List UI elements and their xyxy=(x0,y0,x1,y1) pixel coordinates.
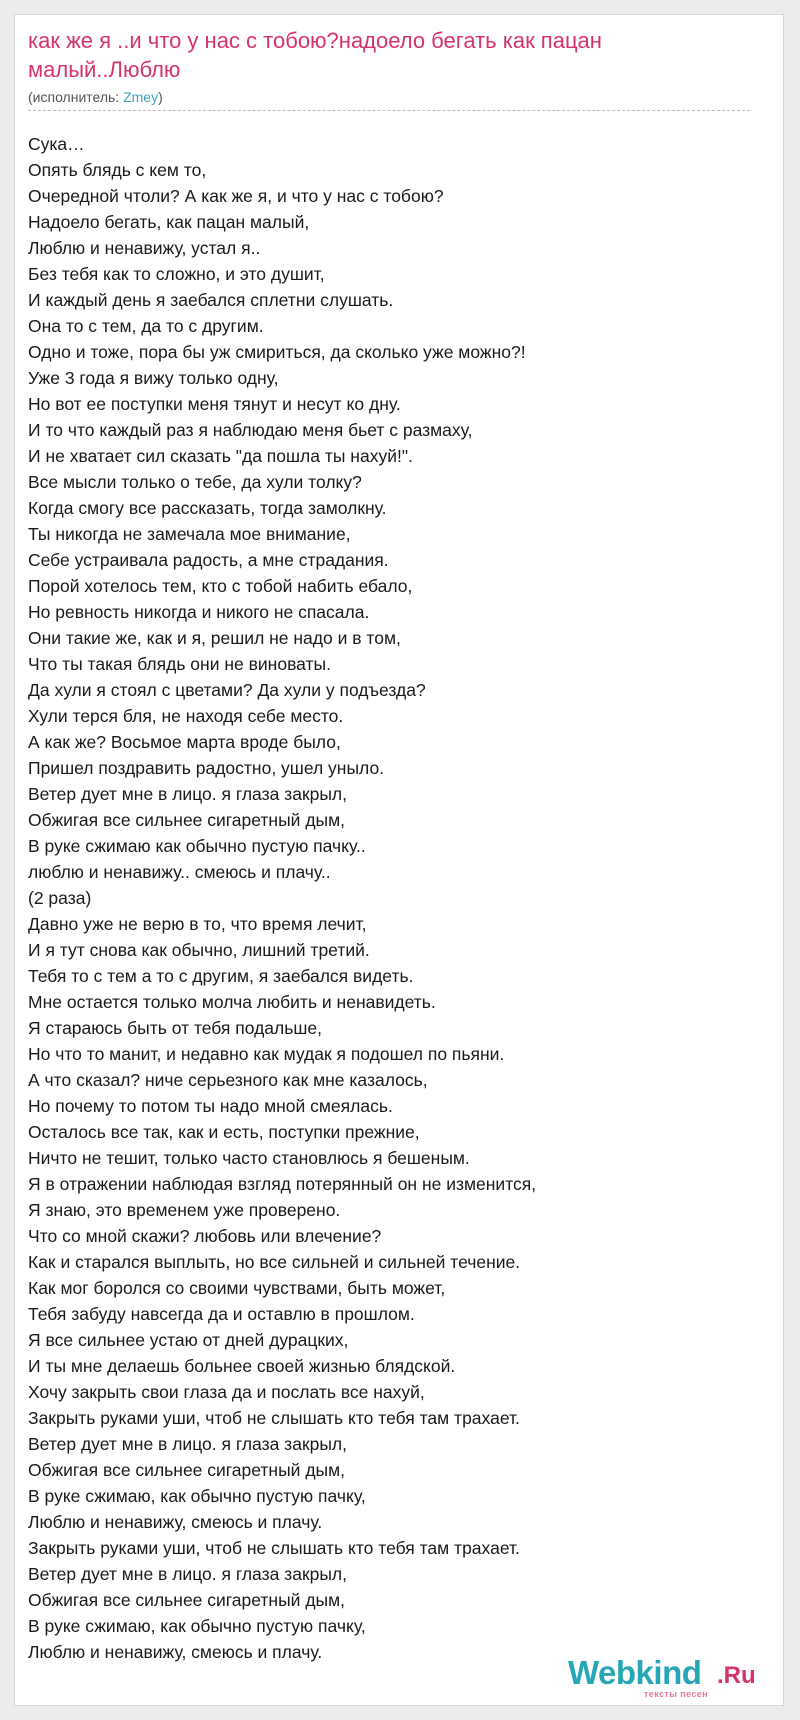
lyric-line: Я стараюсь быть от тебя подальше, xyxy=(28,1018,323,1038)
song-title: как же я ..и что у нас с тобою?надоело бегать как пацан малый..Люблю xyxy=(28,28,602,82)
lyric-line: Ты никогда не замечала мое внимание, xyxy=(28,524,351,544)
lyric-line: Да хули я стоял с цветами? Да хули у подъезда? xyxy=(28,680,426,700)
lyric-line: Давно уже не верю в то, что время лечит, xyxy=(28,914,367,934)
performer-prefix: (исполнитель: xyxy=(28,89,124,105)
lyric-line: А что сказал? ниче серьезного как мне казалось, xyxy=(28,1070,428,1090)
lyric-line: люблю и ненавижу.. смеюсь и плачу.. xyxy=(28,862,331,882)
logo-domain: .Ru xyxy=(717,1662,756,1689)
lyrics-text xyxy=(28,131,748,1665)
lyric-line: Как и старался выплыть, но все сильней и сильней течение. xyxy=(28,1252,521,1272)
logo-wordmark: Webkind xyxy=(568,1654,702,1691)
lyric-line: Очередной чтоли? А как же я, и что у нас с тобою? xyxy=(28,186,444,206)
lyric-line: Люблю и ненавижу, устал я.. xyxy=(28,238,261,258)
lyric-line: Без тебя как то сложно, и это душит, xyxy=(28,264,325,284)
lyric-line: Все мысли только о тебе, да хули толку? xyxy=(28,472,362,492)
lyric-line: Она то с тем, да то с другим. xyxy=(28,316,264,336)
lyric-line: В руке сжимаю, как обычно пустую пачку, xyxy=(28,1486,366,1506)
lyric-line: Люблю и ненавижу, смеюсь и плачу. xyxy=(28,1642,323,1662)
lyric-line: Я знаю, это временем уже проверено. xyxy=(28,1200,341,1220)
lyric-line: Я все сильнее устаю от дней дурацких, xyxy=(28,1330,349,1350)
performer-line xyxy=(28,89,163,105)
lyric-line: Сука… xyxy=(28,134,85,154)
lyric-line: Но ревность никогда и никого не спасала. xyxy=(28,602,370,622)
lyric-line: Надоело бегать, как пацан малый, xyxy=(28,212,310,232)
lyric-line: Люблю и ненавижу, смеюсь и плачу. xyxy=(28,1512,323,1532)
lyric-line: И ты мне делаешь больнее своей жизнью блядской. xyxy=(28,1356,456,1376)
lyric-line: Закрыть руками уши, чтоб не слышать кто тебя там трахает. xyxy=(28,1538,520,1558)
lyric-line: В руке сжимаю как обычно пустую пачку.. xyxy=(28,836,366,856)
lyric-line: Ветер дует мне в лицо. я глаза закрыл, xyxy=(28,1434,347,1454)
lyric-line: Опять блядь с кем то, xyxy=(28,160,207,180)
lyric-line: Они такие же, как и я, решил не надо и в том, xyxy=(28,628,401,648)
lyric-line: Тебя забуду навсегда да и оставлю в прошлом. xyxy=(28,1304,415,1324)
lyric-line: Но вот ее поступки меня тянут и несут ко дну. xyxy=(28,394,401,414)
lyric-line: Я в отражении наблюдая взгляд потерянный он не изменится, xyxy=(28,1174,537,1194)
lyric-line: Что ты такая блядь они не виноваты. xyxy=(28,654,331,674)
lyric-line: И не хватает сил сказать "да пошла ты нахуй!". xyxy=(28,446,413,466)
lyric-line: И то что каждый раз я наблюдаю меня бьет с размаху, xyxy=(28,420,473,440)
lyric-line: Хочу закрыть свои глаза да и послать все нахуй, xyxy=(28,1382,425,1402)
title-divider xyxy=(28,110,750,111)
logo-tagline: тексты песен xyxy=(644,1689,708,1699)
lyric-line: Ничто не тешит, только часто становлюсь я бешеным. xyxy=(28,1148,470,1168)
lyric-line: А как же? Восьмое марта вроде было, xyxy=(28,732,341,752)
lyric-line: Обжигая все сильнее сигаретный дым, xyxy=(28,1590,345,1610)
lyric-line: И каждый день я заебался сплетни слушать. xyxy=(28,290,394,310)
lyric-line: Пришел поздравить радостно, ушел уныло. xyxy=(28,758,385,778)
lyric-line: Как мог боролся со своими чувствами, быть может, xyxy=(28,1278,446,1298)
lyric-line: Одно и тоже, пора бы уж смириться, да сколько уже можно?! xyxy=(28,342,526,362)
lyric-line: Хули терся бля, не находя себе место. xyxy=(28,706,344,726)
lyric-line: Но почему то потом ты надо мной смеялась. xyxy=(28,1096,393,1116)
lyric-line: Что со мной скажи? любовь или влечение? xyxy=(28,1226,382,1246)
performer-link[interactable]: Zmey xyxy=(123,89,159,105)
lyric-line: Закрыть руками уши, чтоб не слышать кто тебя там трахает. xyxy=(28,1408,520,1428)
lyric-line: Себе устраивала радость, а мне страдания. xyxy=(28,550,389,570)
lyric-line: Уже 3 года я вижу только одну, xyxy=(28,368,279,388)
lyric-line: В руке сжимаю, как обычно пустую пачку, xyxy=(28,1616,366,1636)
site-logo[interactable] xyxy=(568,1654,768,1700)
performer-suffix: ) xyxy=(158,89,163,105)
lyric-line: Обжигая все сильнее сигаретный дым, xyxy=(28,810,345,830)
lyric-line: Ветер дует мне в лицо. я глаза закрыл, xyxy=(28,784,347,804)
lyric-line: Обжигая все сильнее сигаретный дым, xyxy=(28,1460,345,1480)
lyric-line: И я тут снова как обычно, лишний третий. xyxy=(28,940,370,960)
lyric-line: (2 раза) xyxy=(28,888,92,908)
lyric-line: Ветер дует мне в лицо. я глаза закрыл, xyxy=(28,1564,347,1584)
lyric-line: Но что то манит, и недавно как мудак я подошел по пьяни. xyxy=(28,1044,505,1064)
lyric-line: Мне остается только молча любить и ненавидеть. xyxy=(28,992,436,1012)
lyric-line: Осталось все так, как и есть, поступки прежние, xyxy=(28,1122,420,1142)
lyric-line: Тебя то с тем а то с другим, я заебался видеть. xyxy=(28,966,414,986)
lyric-line: Порой хотелось тем, кто с тобой набить ебало, xyxy=(28,576,413,596)
lyric-line: Когда смогу все рассказать, тогда замолкну. xyxy=(28,498,387,518)
